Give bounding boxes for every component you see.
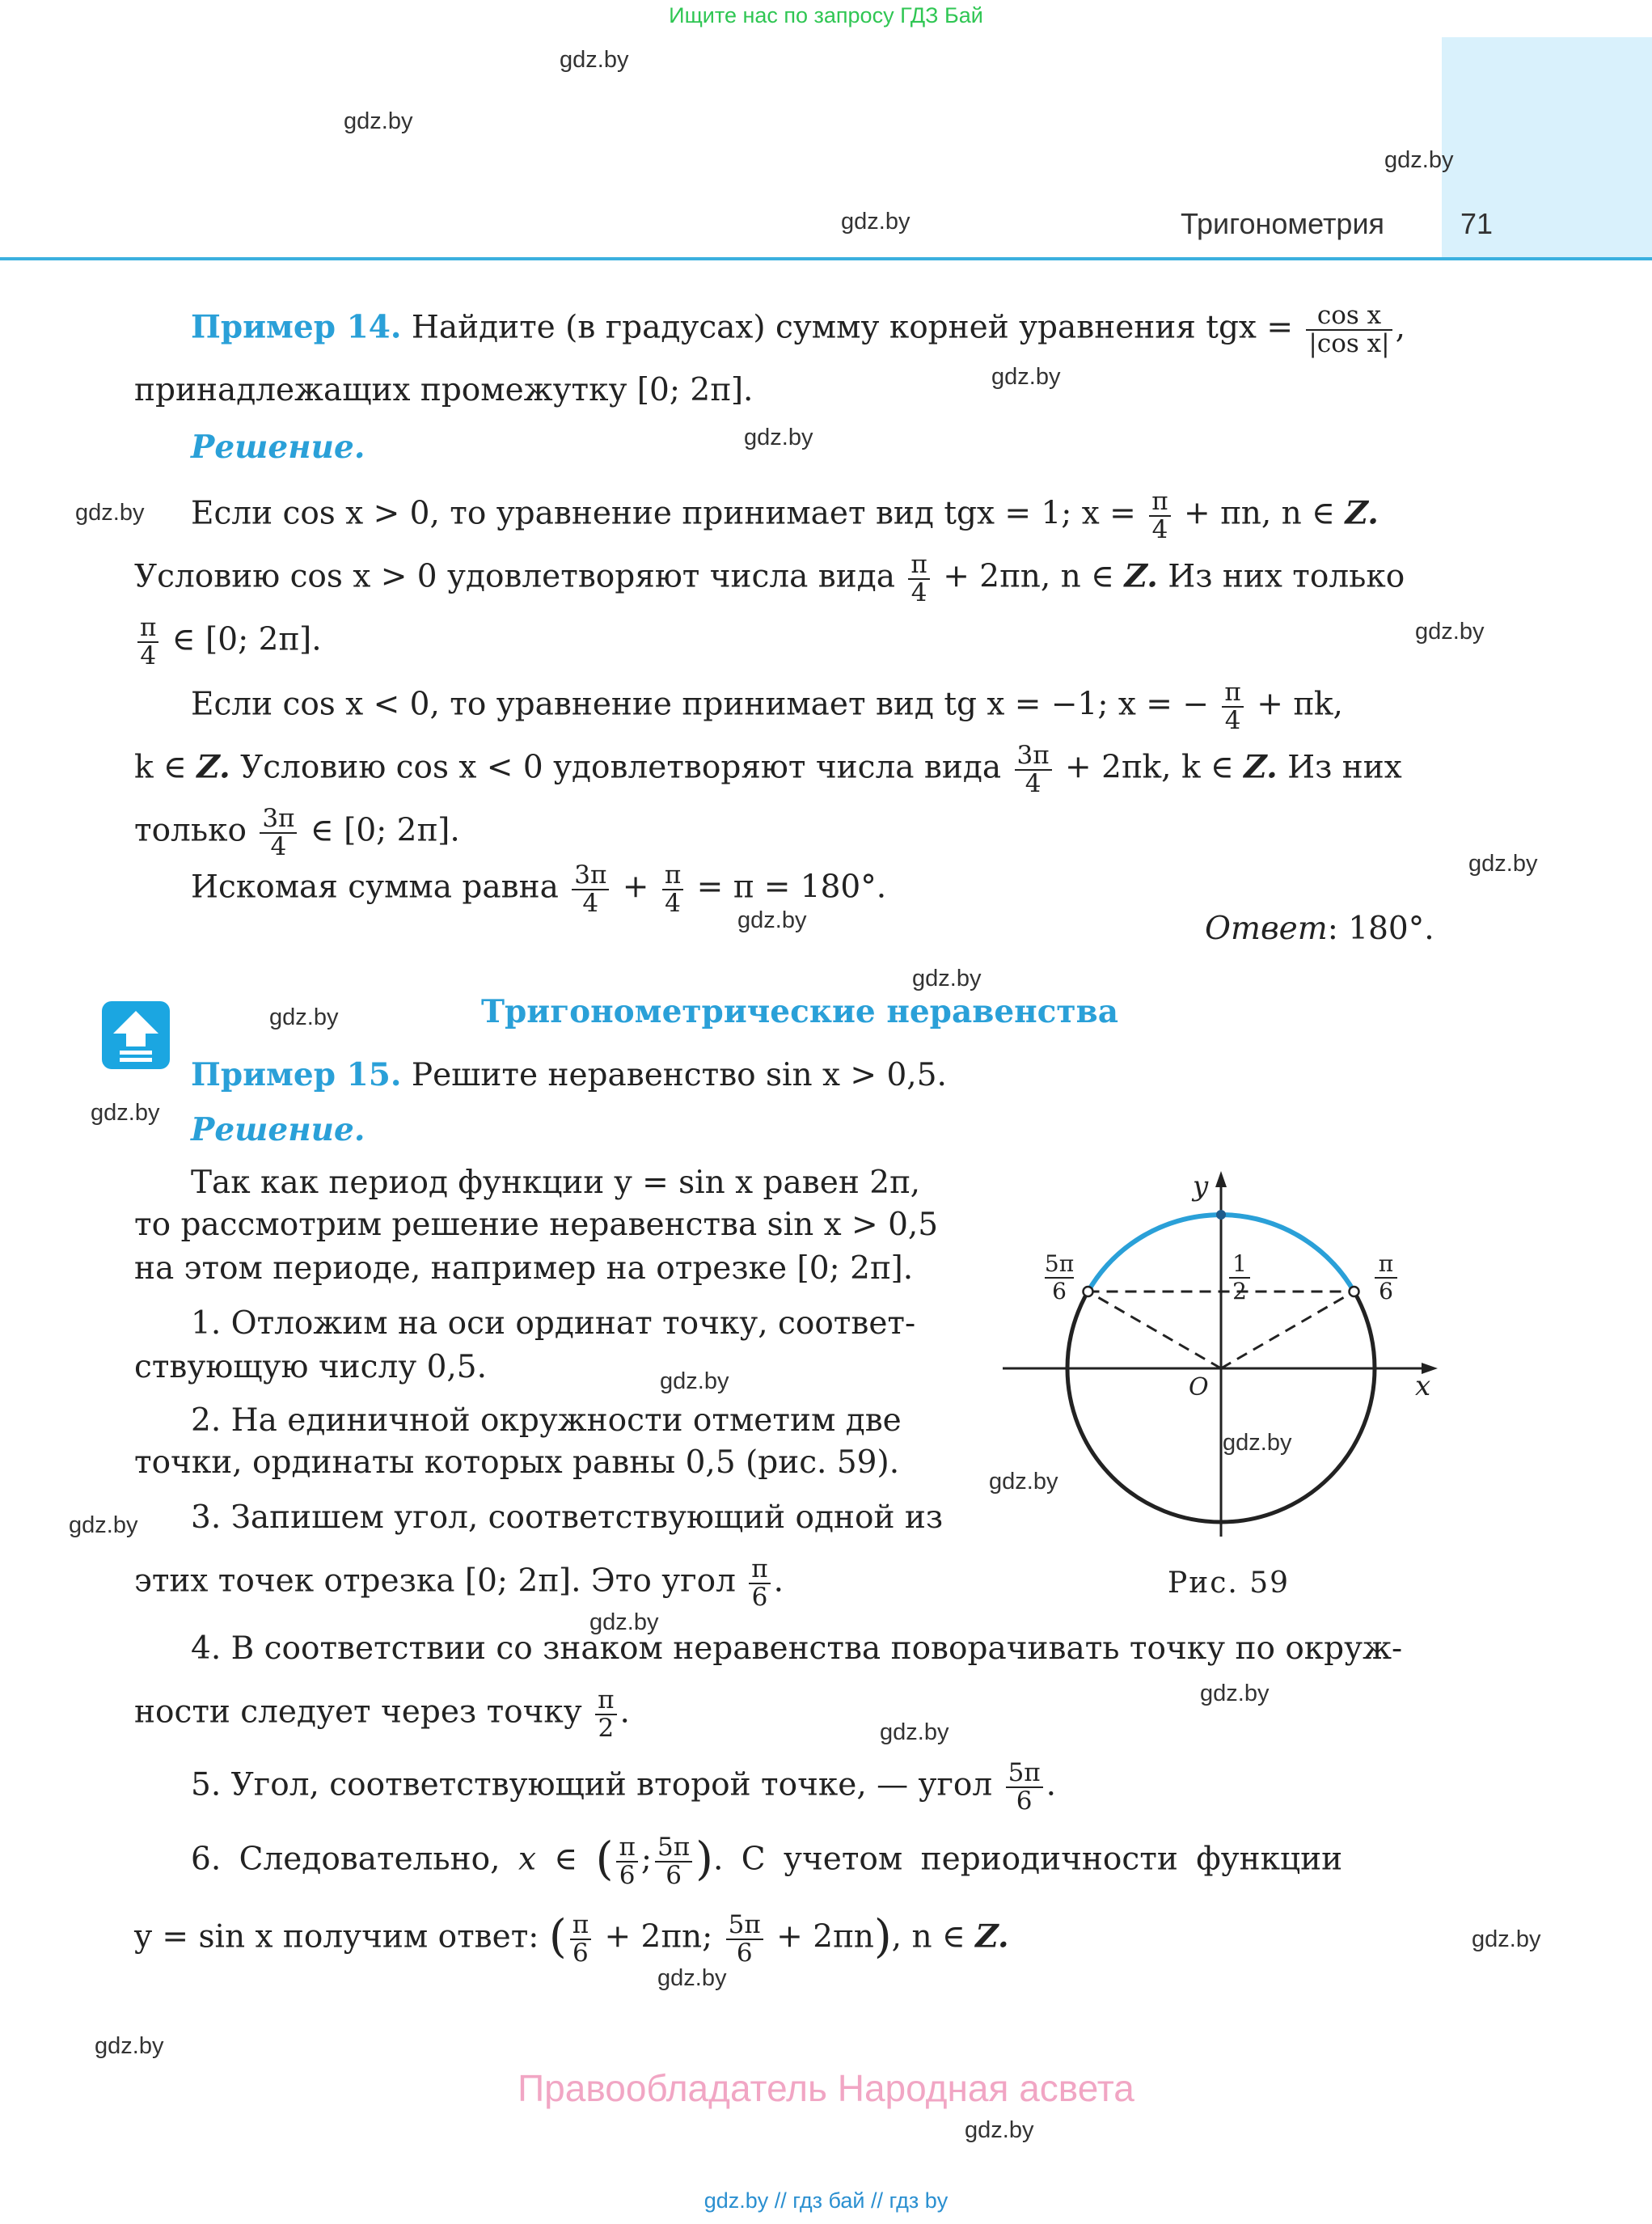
frac-den: 6 bbox=[1016, 1786, 1033, 1816]
text: только bbox=[134, 812, 247, 849]
text: , n ∈ bbox=[891, 1918, 965, 1956]
punct: . bbox=[1046, 1766, 1057, 1803]
text: Если cos x > 0, то уравнение принимает вид tgx = 1; x = bbox=[191, 495, 1136, 532]
watermark: gdz.by bbox=[1415, 619, 1485, 645]
section-title: Тригонометрические неравенства bbox=[481, 993, 1118, 1030]
example14-p7 bbox=[191, 862, 886, 916]
text: Искомая сумма равна bbox=[191, 869, 559, 906]
text: + bbox=[622, 869, 649, 906]
text: + 2πn, n ∈ bbox=[943, 558, 1115, 595]
x-axis-label: x bbox=[1415, 1370, 1431, 1402]
watermark: gdz.by bbox=[912, 966, 982, 991]
text: x ∈ bbox=[518, 1841, 578, 1878]
example15-step6 bbox=[191, 1834, 1342, 1888]
frac-num: π bbox=[1149, 488, 1170, 517]
frac-num: π bbox=[749, 1556, 770, 1584]
frac-den: 6 bbox=[751, 1582, 768, 1612]
example14-p3 bbox=[134, 615, 322, 669]
frac-den: |cos x| bbox=[1308, 328, 1390, 358]
figure-caption: Рис. 59 bbox=[1168, 1567, 1291, 1600]
set-z: Z. bbox=[196, 748, 230, 786]
arrow-up-icon bbox=[102, 1001, 170, 1069]
example15-task: Решите неравенство sin x > 0,5. bbox=[411, 1057, 947, 1093]
frac-den: 2 bbox=[598, 1713, 615, 1743]
text: Если cos x < 0, то уравнение принимает вид tg x = −1; x = − bbox=[191, 686, 1210, 723]
text: + 2πk, k ∈ bbox=[1065, 749, 1234, 786]
frac-3pi-4 bbox=[572, 862, 609, 916]
watermark: gdz.by bbox=[589, 1609, 659, 1635]
example14-p2 bbox=[134, 552, 1405, 606]
text: этих точек отрезка [0; 2π]. Это угол bbox=[134, 1562, 736, 1600]
watermark: gdz.by bbox=[344, 108, 413, 134]
text: Из них bbox=[1287, 749, 1402, 786]
text: Условию cos x < 0 удовлетворяют числа вида bbox=[240, 749, 1002, 786]
example15-step3: 3. Запишем угол, соответствующий одной из bbox=[191, 1499, 944, 1536]
frac-pi-2 bbox=[595, 1687, 616, 1741]
watermark: gdz.by bbox=[744, 425, 813, 450]
frac-pi-6 bbox=[570, 1912, 591, 1966]
frac-num: π bbox=[570, 1912, 591, 1940]
label-pi-6-num: π bbox=[1378, 1250, 1394, 1277]
text: 6. Следовательно, bbox=[191, 1841, 501, 1878]
frac-den: 6 bbox=[619, 1860, 636, 1890]
paren: ( bbox=[595, 1833, 614, 1886]
example15-step3 bbox=[134, 1556, 784, 1610]
example15-line: Так как период функции y = sin x равен 2π, bbox=[191, 1165, 921, 1201]
frac-5pi-6 bbox=[1006, 1760, 1043, 1814]
punct: . bbox=[712, 1841, 724, 1878]
header-divider bbox=[0, 257, 1652, 260]
frac-den: 4 bbox=[582, 888, 599, 918]
example15-step5 bbox=[191, 1760, 1056, 1814]
example14-p5 bbox=[134, 742, 1402, 797]
watermark: gdz.by bbox=[269, 1004, 339, 1030]
example14-fraction bbox=[1306, 302, 1392, 357]
frac-num: π bbox=[137, 615, 158, 643]
answer-value: : 180°. bbox=[1327, 911, 1434, 947]
text: y = sin x получим ответ: bbox=[134, 1918, 539, 1956]
example15-solution-label: Решение. bbox=[191, 1111, 365, 1148]
frac-num: 5π bbox=[655, 1834, 692, 1862]
frac-pi-4 bbox=[908, 552, 929, 606]
y-axis-arrow bbox=[1215, 1171, 1227, 1187]
frac-3pi-4 bbox=[260, 805, 297, 860]
search-hint: Ищите нас по запросу ГДЗ Бай bbox=[669, 3, 983, 27]
example14-answer bbox=[1205, 912, 1434, 947]
text: 5. Угол, соответствующий второй точке, — угол bbox=[191, 1766, 993, 1803]
unit-circle-figure bbox=[995, 1165, 1447, 1553]
example15-step1: 1. Отложим на оси ординат точку, соответ- bbox=[191, 1305, 916, 1342]
frac-5pi-6 bbox=[655, 1834, 692, 1888]
frac-pi-4 bbox=[1149, 488, 1170, 543]
frac-num: π bbox=[595, 1687, 616, 1715]
frac-num: 5π bbox=[1006, 1760, 1043, 1788]
set-z: Z. bbox=[975, 1917, 1009, 1956]
paren: ) bbox=[873, 1910, 892, 1964]
text: + 2πn bbox=[776, 1918, 874, 1956]
example14-task: Найдите (в градусах) сумму корней уравнения tgx = bbox=[411, 309, 1293, 346]
watermark: gdz.by bbox=[657, 1965, 727, 1991]
half-num: 1 bbox=[1232, 1250, 1247, 1277]
paren: ( bbox=[548, 1910, 567, 1964]
watermark: gdz.by bbox=[95, 2033, 164, 2059]
answer-label: Ответ bbox=[1205, 911, 1328, 947]
frac-num: π bbox=[662, 862, 683, 890]
label-5pi-6-num: 5π bbox=[1044, 1250, 1075, 1277]
label-5pi-6-den: 6 bbox=[1052, 1278, 1067, 1304]
text: Из них только bbox=[1168, 558, 1405, 595]
text: С учетом периодичности функции bbox=[741, 1841, 1343, 1878]
watermark: gdz.by bbox=[1384, 147, 1454, 173]
frac-num: π bbox=[1222, 679, 1243, 708]
frac-den: 4 bbox=[665, 888, 681, 918]
frac-den: 4 bbox=[911, 577, 927, 607]
watermark: gdz.by bbox=[1468, 851, 1538, 877]
example15-step4 bbox=[134, 1687, 630, 1741]
frac-den: 4 bbox=[1025, 768, 1041, 798]
example15-task-line bbox=[191, 1058, 947, 1093]
frac-3pi-4 bbox=[1015, 742, 1052, 797]
origin-label: O bbox=[1189, 1373, 1209, 1402]
watermark: gdz.by bbox=[991, 364, 1061, 390]
watermark: gdz.by bbox=[1472, 1926, 1541, 1952]
frac-num: π bbox=[616, 1834, 637, 1862]
example15-step4: 4. В соответствии со знаком неравенства поворачивать точку по окруж- bbox=[191, 1630, 1403, 1667]
half-den: 2 bbox=[1232, 1278, 1247, 1304]
frac-den: 6 bbox=[736, 1938, 753, 1968]
frac-den: 4 bbox=[1151, 514, 1168, 544]
radius-5pi-6 bbox=[1088, 1292, 1222, 1368]
frac-den: 6 bbox=[665, 1860, 682, 1890]
point-pi-6 bbox=[1350, 1287, 1359, 1296]
watermark: gdz.by bbox=[1223, 1430, 1292, 1456]
text: + πn, n ∈ bbox=[1184, 495, 1336, 532]
footer-links[interactable]: gdz.by // гдз бай // гдз by bbox=[703, 2188, 949, 2213]
watermark: gdz.by bbox=[841, 209, 911, 235]
set-z: Z. bbox=[1244, 748, 1278, 786]
paren: ) bbox=[695, 1833, 713, 1886]
frac-pi-4 bbox=[1222, 679, 1243, 734]
example14-task-line2: принадлежащих промежутку [0; 2π]. bbox=[134, 372, 754, 408]
frac-pi-6 bbox=[749, 1556, 770, 1610]
watermark: gdz.by bbox=[660, 1368, 729, 1394]
punct: . bbox=[773, 1562, 784, 1600]
punct: . bbox=[619, 1693, 630, 1731]
section-title-header: Тригонометрия bbox=[1181, 207, 1385, 240]
watermark: gdz.by bbox=[560, 47, 629, 73]
copyright-notice: Правообладатель Народная асвета bbox=[518, 2067, 1134, 2109]
example15-step2: точки, ординаты которых равны 0,5 (рис. 59). bbox=[134, 1444, 900, 1481]
text: k ∈ bbox=[134, 749, 187, 786]
frac-den: 6 bbox=[572, 1938, 589, 1968]
frac-num: cos x bbox=[1306, 302, 1392, 331]
watermark: gdz.by bbox=[989, 1469, 1058, 1495]
watermark: gdz.by bbox=[1200, 1681, 1270, 1706]
example15-label: Пример 15. bbox=[191, 1056, 402, 1093]
text: Условию cos x > 0 удовлетворяют числа вида bbox=[134, 558, 896, 595]
page-number: 71 bbox=[1460, 207, 1494, 240]
text: + 2πn; bbox=[604, 1918, 713, 1956]
frac-den: 4 bbox=[270, 831, 287, 861]
watermark: gdz.by bbox=[965, 2117, 1034, 2143]
example15-line: то рассмотрим решение неравенства sin x > 0,5 bbox=[134, 1207, 939, 1243]
frac-den: 4 bbox=[1224, 705, 1241, 735]
frac-pi-6 bbox=[616, 1834, 637, 1888]
watermark: gdz.by bbox=[75, 500, 145, 526]
example14-p1 bbox=[191, 488, 1379, 543]
punct: , bbox=[1395, 309, 1405, 346]
label-pi-6-den: 6 bbox=[1379, 1278, 1393, 1304]
text: ∈ [0; 2π]. bbox=[171, 621, 322, 658]
watermark: gdz.by bbox=[91, 1100, 160, 1126]
frac-pi-4 bbox=[137, 615, 158, 669]
example14-solution-label: Решение. bbox=[191, 429, 365, 466]
example15-step1: ствующую числу 0,5. bbox=[134, 1349, 487, 1385]
point-5pi-6 bbox=[1084, 1287, 1093, 1296]
text: + πk, bbox=[1257, 686, 1343, 723]
set-z: Z. bbox=[1345, 494, 1379, 532]
frac-num: 3π bbox=[260, 805, 297, 834]
example15-line: на этом периоде, например на отрезке [0; 2π]. bbox=[134, 1250, 914, 1287]
text: ∈ [0; 2π]. bbox=[310, 812, 460, 849]
set-z: Z. bbox=[1124, 557, 1158, 595]
example14-p4 bbox=[191, 679, 1343, 734]
frac-num: π bbox=[908, 552, 929, 580]
example14-p6 bbox=[134, 805, 460, 860]
y-axis-label: y bbox=[1193, 1170, 1209, 1203]
example14-label: Пример 14. bbox=[191, 308, 402, 346]
example14-task-line bbox=[191, 302, 1405, 357]
example15-step2: 2. На единичной окружности отметим две bbox=[191, 1402, 902, 1439]
frac-num: 3π bbox=[1015, 742, 1052, 771]
frac-pi-4 bbox=[662, 862, 683, 916]
watermark: gdz.by bbox=[880, 1719, 949, 1745]
frac-den: 4 bbox=[140, 641, 157, 670]
punct: ; bbox=[640, 1841, 652, 1878]
text: ности следует через точку bbox=[134, 1693, 582, 1731]
frac-5pi-6 bbox=[726, 1912, 763, 1966]
example15-step7 bbox=[134, 1912, 1009, 1966]
frac-num: 5π bbox=[726, 1912, 763, 1940]
point-pi-2 bbox=[1216, 1210, 1226, 1220]
frac-num: 3π bbox=[572, 862, 609, 890]
watermark: gdz.by bbox=[737, 907, 807, 933]
text: = π = 180°. bbox=[696, 869, 887, 906]
watermark: gdz.by bbox=[69, 1512, 138, 1538]
